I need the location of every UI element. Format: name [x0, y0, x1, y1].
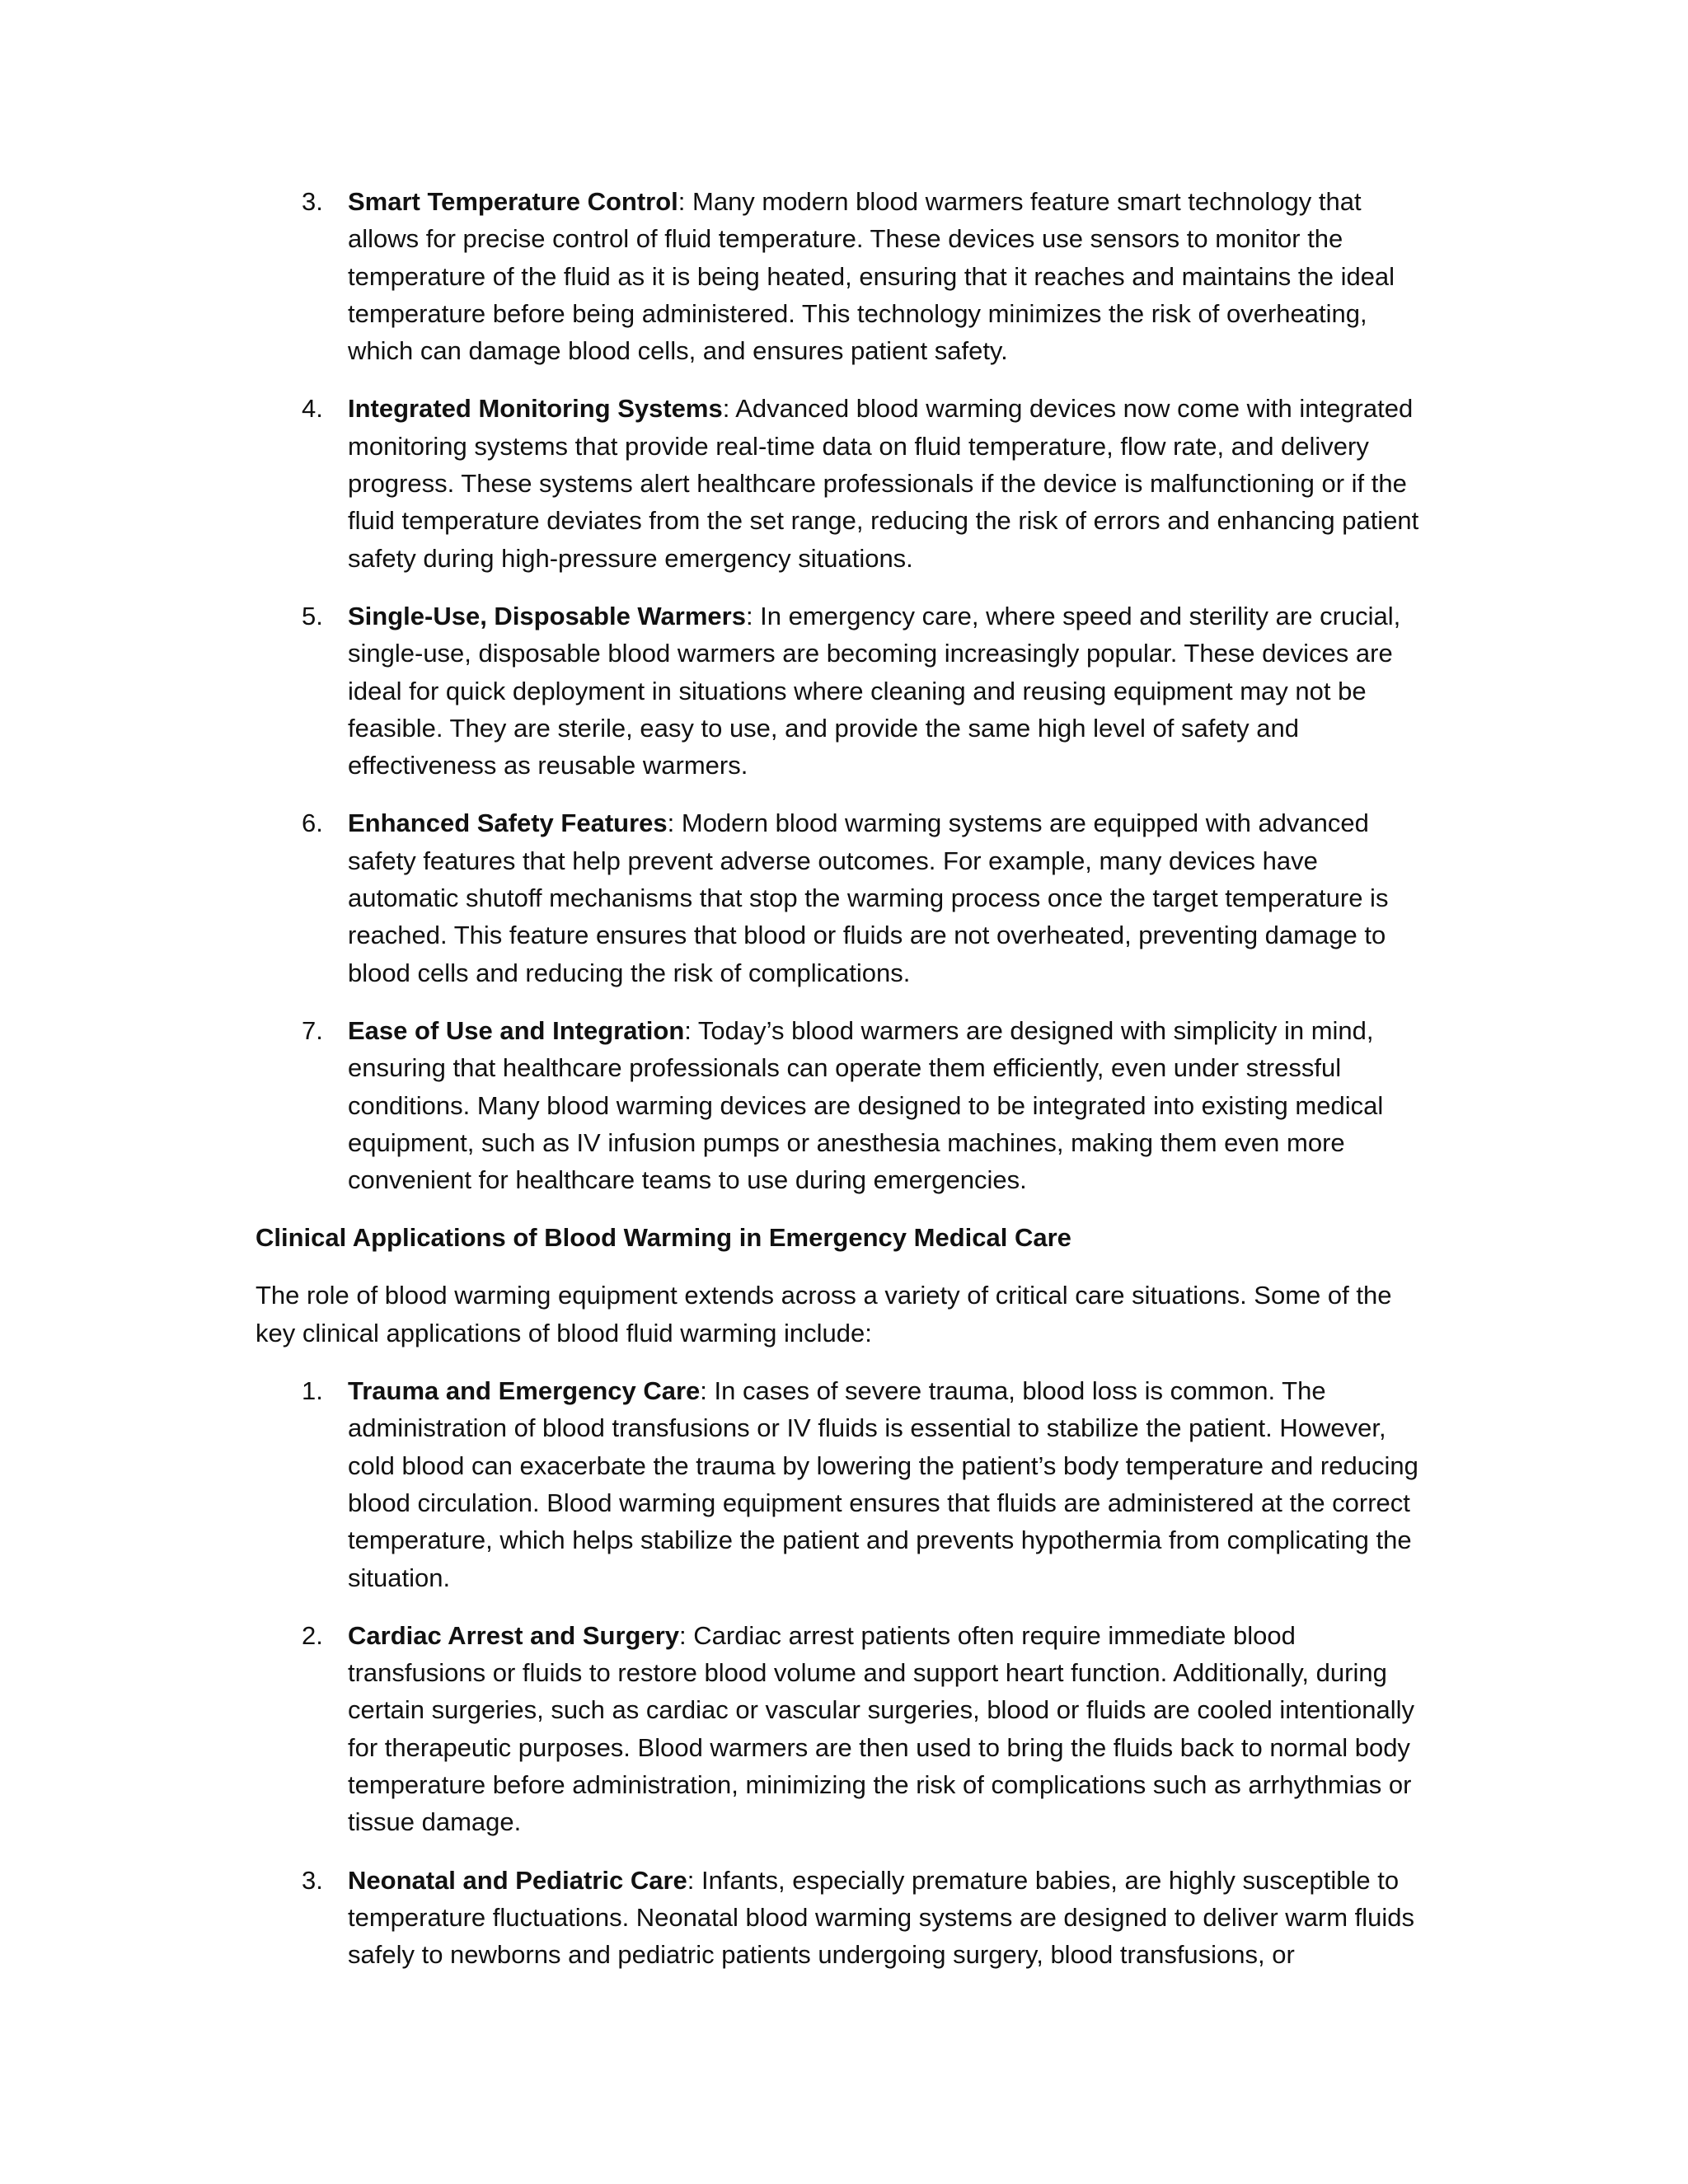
list-text: : Many modern blood warmers feature smart technology that allows for precise control of fluid temperature. These devices use sensors to monitor the temperature of the fluid as it is being heated, ensuring that it reaches and maintains the ideal temperature before being administered. This technology minimizes the risk of overheating, which can damage blood cells, and ensures patient safety.	[348, 187, 1395, 366]
list-number: 3.	[302, 187, 323, 216]
list-term: Integrated Monitoring Systems	[348, 394, 723, 424]
applications-list	[256, 1372, 1426, 1973]
list-term: Single-Use, Disposable Warmers	[348, 601, 746, 630]
list-term: Smart Temperature Control	[348, 187, 678, 216]
list-term: Trauma and Emergency Care	[348, 1376, 701, 1406]
intro-paragraph: The role of blood warming equipment extends across a variety of critical care situations. Some of the key clinical applications of blood fluid warming include:	[256, 1281, 1392, 1347]
list-term: Neonatal and Pediatric Care	[348, 1865, 687, 1895]
list-term: Ease of Use and Integration	[348, 1015, 685, 1045]
advancements-list	[256, 183, 1426, 1198]
list-number: 7.	[302, 1015, 323, 1045]
list-text: : Advanced blood warming devices now come with integrated monitoring systems that provide real-time data on fluid temperature, flow rate, and delivery progress. These systems alert healthcare professionals if the device is malfunctioning or if the fluid temperature deviates from the set range, reducing the risk of errors and enhancing patient safety during high-pressure emergency situations.	[348, 394, 1419, 573]
list-item	[256, 390, 1426, 576]
list-text: : Infants, especially premature babies, are highly susceptible to temperature fluctuations. Neonatal blood warming systems are designed to deliver warm fluids safely to newborns and pediatric patients undergoing surgery, blood transfusions, or	[348, 1865, 1415, 1970]
list-text: : Cardiac arrest patients often require immediate blood transfusions or fluids to restore blood volume and support heart function. Additionally, during certain surgeries, such as cardiac or vascular surgeries, blood or fluids are cooled intentionally for therapeutic purposes. Blood warmers are then used to bring the fluids back to normal body temperature before administration, minimizing the risk of complications such as arrhythmias or tissue damage.	[348, 1620, 1415, 1837]
list-number: 5.	[302, 601, 323, 630]
list-text: : In emergency care, where speed and sterility are crucial, single-use, disposable blood warmers are becoming increasingly popular. These devices are ideal for quick deployment in situations where cleaning and reusing equipment may not be feasible. They are sterile, easy to use, and provide the same high level of safety and effectiveness as reusable warmers.	[348, 601, 1401, 780]
list-number: 6.	[302, 808, 323, 838]
section-heading: Clinical Applications of Blood Warming in Emergency Medical Care	[256, 1223, 1071, 1253]
list-term: Cardiac Arrest and Surgery	[348, 1620, 680, 1650]
list-item	[256, 1012, 1426, 1198]
list-number: 4.	[302, 394, 323, 424]
list-term: Enhanced Safety Features	[348, 808, 668, 838]
list-item	[256, 1862, 1426, 1974]
list-item	[256, 1617, 1426, 1841]
list-text: : Modern blood warming systems are equipped with advanced safety features that help prevent adverse outcomes. For example, many devices have automatic shutoff mechanisms that stop the warming process once the target temperature is reached. This feature ensures that blood or fluids are not overheated, preventing damage to blood cells and reducing the risk of complications.	[348, 808, 1389, 987]
list-item	[256, 804, 1426, 991]
list-number: 3.	[302, 1865, 323, 1895]
document-page	[256, 183, 1426, 1994]
list-item	[256, 1372, 1426, 1596]
list-text: : Today’s blood warmers are designed with simplicity in mind, ensuring that healthcare professionals can operate them efficiently, even under stressful conditions. Many blood warming devices are designed to be integrated into existing medical equipment, such as IV infusion pumps or anesthesia machines, making them even more convenient for healthcare teams to use during emergencies.	[348, 1015, 1384, 1195]
list-number: 1.	[302, 1376, 323, 1406]
list-text: : In cases of severe trauma, blood loss is common. The administration of blood transfusions or IV fluids is essential to stabilize the patient. However, cold blood can exacerbate the trauma by lowering the patient’s body temperature and reducing blood circulation. Blood warming equipment ensures that fluids are administered at the correct temperature, which helps stabilize the patient and prevents hypothermia from complicating the situation.	[348, 1376, 1418, 1592]
list-item	[256, 598, 1426, 784]
list-item	[256, 183, 1426, 369]
list-number: 2.	[302, 1620, 323, 1650]
